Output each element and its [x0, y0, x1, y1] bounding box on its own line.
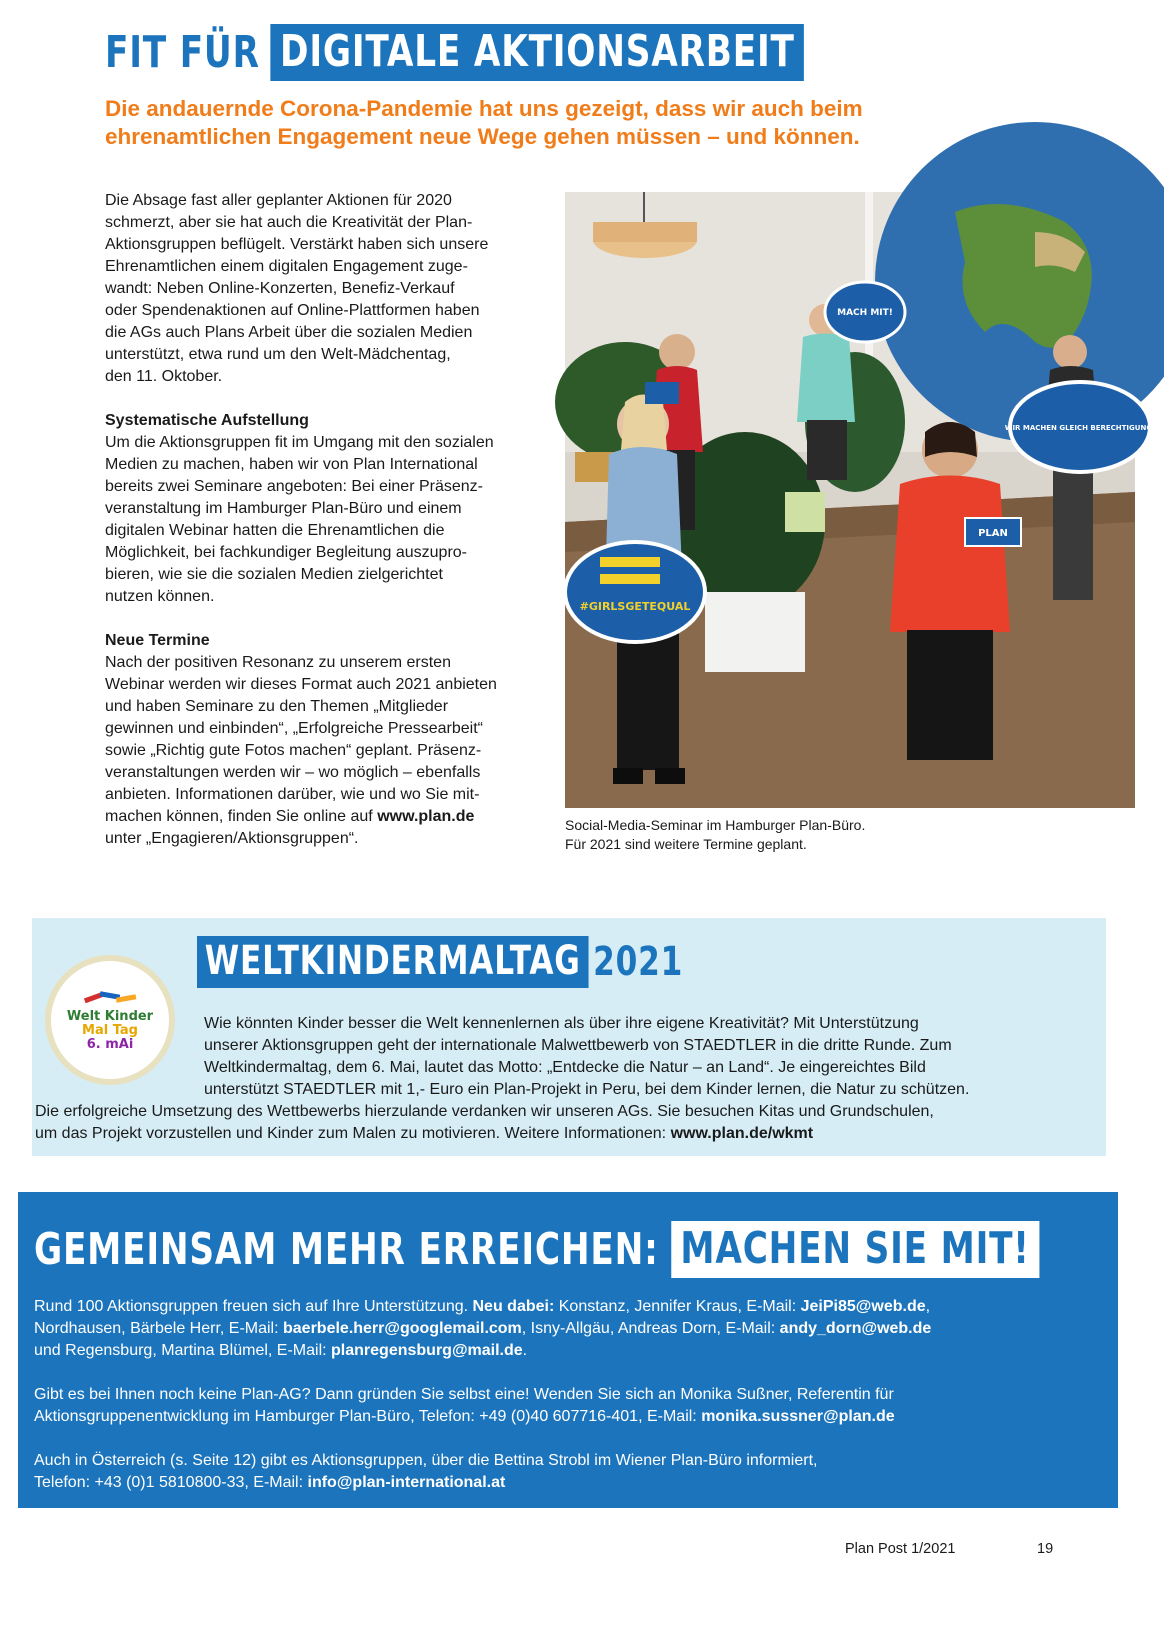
logo-line: 6. mAi	[86, 1036, 134, 1052]
article-line: unter „Engagieren/Aktionsgruppen“.	[105, 830, 359, 847]
article-line: veranstaltungen werden wir – wo möglich – ebenfalls	[105, 764, 481, 781]
sign-top-text: MACH MIT!	[837, 308, 893, 318]
gm-line: Auch in Österreich (s. Seite 12) gibt es Aktionsgruppen, über die Bettina Strobl im Wiener Plan-Büro informiert,	[34, 1452, 818, 1469]
wkm-line: unterstützt STAEDTLER mit 1,- Euro ein Plan-Projekt in Peru, bei dem Kinder lernen, die Natur zu schützen.	[204, 1081, 970, 1098]
article-line: digitalen Webinar hatten die Ehrenamtlichen die	[105, 522, 445, 539]
weltkindermaltag-text	[32, 1013, 1106, 1145]
page-headline	[105, 18, 804, 86]
weltkindermaltag-boxed: WELTKINDERMALTAG	[197, 936, 588, 988]
gm-line: Aktionsgruppenentwicklung im Hamburger Plan-Büro, Telefon: +49 (0)40 607716-401, E-Mail: monika.sussner@plan.de	[34, 1408, 895, 1425]
logo-line: Welt Kinder	[66, 1008, 154, 1024]
article-line: Webinar werden wir dieses Format auch 2021 anbieten	[105, 676, 497, 693]
article-line: wandt: Neben Online-Konzerten, Benefiz-Verkauf	[105, 280, 455, 297]
article-line: schmerzt, aber sie hat auch die Kreativität der Plan-	[105, 214, 473, 231]
email-link[interactable]: andy_dorn@web.de	[779, 1320, 932, 1337]
wkm-line: Wie könnten Kinder besser die Welt kennenlernen als über ihre eigene Kreativität? Mit Unterstützung	[204, 1015, 919, 1032]
weltkindermaltag-year: 2021	[593, 939, 684, 985]
seminar-photo	[565, 192, 1156, 808]
article-column	[105, 190, 545, 850]
section-title-neue-termine: Neue Termine	[105, 632, 210, 649]
headline-boxed: DIGITALE AKTIONSARBEIT	[271, 24, 804, 81]
email-link[interactable]: monika.sussner@plan.de	[701, 1408, 895, 1425]
caption-line: Social-Media-Seminar im Hamburger Plan-Büro.	[565, 817, 866, 833]
article-line: bereits zwei Seminare angeboten: Bei einer Präsenz-	[105, 478, 483, 495]
headline-plain: FIT FÜR	[105, 26, 260, 78]
gm-line: Telefon: +43 (0)1 5810800-33, E-Mail: info@plan-international.at	[34, 1474, 506, 1491]
email-link[interactable]: baerbele.herr@googlemail.com	[283, 1320, 522, 1337]
email-link[interactable]: planregensburg@mail.de	[331, 1342, 523, 1359]
lead-paragraph	[105, 95, 985, 151]
article-line: Um die Aktionsgruppen fit im Umgang mit den sozialen	[105, 434, 494, 451]
article-line: gewinnen und einbinden“, „Erfolgreiche Pressearbeit“	[105, 720, 483, 737]
section-title-systematische: Systematische Aufstellung	[105, 412, 309, 429]
wkm-line: unserer Aktionsgruppen geht der internationale Malwettbewerb von STAEDTLER in die dritte Runde. Zum	[204, 1037, 952, 1054]
gm-line: Nordhausen, Bärbele Herr, E-Mail: baerbele.herr@googlemail.com, Isny-Allgäu, Andreas Dorn, E-Mail: andy_dorn@web.de	[34, 1320, 932, 1337]
flag-text: PLAN	[978, 528, 1008, 539]
article-line: Nach der positiven Resonanz zu unserem ersten	[105, 654, 451, 671]
article-line: bieren, wie sie die sozialen Medien zielgerichtet	[105, 566, 443, 583]
gemeinsam-boxed: MACHEN SIE MIT!	[671, 1221, 1039, 1278]
gemeinsam-heading	[34, 1214, 1039, 1284]
logo-line: Mal Tag	[82, 1022, 138, 1038]
gemeinsam-text	[34, 1296, 1104, 1494]
article-line: Aktionsgruppen beflügelt. Verstärkt haben sich unsere	[105, 236, 489, 253]
page-number: 19	[1037, 1541, 1054, 1557]
gm-line: und Regensburg, Martina Blümel, E-Mail: planregensburg@mail.de.	[34, 1342, 528, 1359]
crayons-icon	[82, 989, 138, 1007]
sign-girls-text: #GIRLSGETEQUAL	[579, 600, 691, 613]
gm-line: Rund 100 Aktionsgruppen freuen sich auf Ihre Unterstützung. Neu dabei: Konstanz, Jennifer Kraus, E-Mail: JeiPi85@web.de,	[34, 1298, 931, 1315]
email-link[interactable]: JeiPi85@web.de	[800, 1298, 926, 1315]
wkm-line: Weltkindermaltag, dem 6. Mai, lautet das Motto: „Entdecke die Natur – an Land“. Je eingereichtes Bild	[204, 1059, 926, 1076]
plan-link[interactable]: www.plan.de	[377, 808, 475, 825]
article-line: oder Spendenaktionen auf Online-Plattformen haben	[105, 302, 480, 319]
sign-right-text: WIR MACHEN GLEICH BERECHTIGUNG!	[1004, 424, 1156, 432]
article-line: Die Absage fast aller geplanter Aktionen für 2020	[105, 192, 452, 209]
lead-line: Die andauernde Corona-Pandemie hat uns gezeigt, dass wir auch beim	[105, 96, 863, 121]
photo-caption	[565, 816, 865, 854]
article-line: sowie „Richtig gute Fotos machen“ geplant. Präsenz-	[105, 742, 482, 759]
article-line: die AGs auch Plans Arbeit über die sozialen Medien	[105, 324, 473, 341]
weltkindermaltag-heading	[197, 932, 683, 992]
caption-line: Für 2021 sind weitere Termine geplant.	[565, 836, 807, 852]
wkmt-link[interactable]: www.plan.de/wkmt	[670, 1125, 814, 1142]
wkm-line: Die erfolgreiche Umsetzung des Wettbewerbs hierzulande verdanken wir unseren AGs. Sie besuchen Kitas und Grundschulen,	[35, 1103, 934, 1120]
article-line: veranstaltung im Hamburger Plan-Büro und einem	[105, 500, 462, 517]
article-line: Möglichkeit, bei fachkundiger Begleitung auszupro-	[105, 544, 467, 561]
article-line: anbieten. Informationen darüber, wie und wo Sie mit-	[105, 786, 480, 803]
gm-line: Gibt es bei Ihnen noch keine Plan-AG? Dann gründen Sie selbst eine! Wenden Sie sich an Monika Sußner, Referentin für	[34, 1386, 894, 1403]
article-line: den 11. Oktober.	[105, 368, 223, 385]
article-line: Ehrenamtlichen einem digitalen Engagement zuge-	[105, 258, 468, 275]
wkm-line: um das Projekt vorzustellen und Kinder zum Malen zu motivieren. Weitere Informationen: www.plan.de/wkmt	[35, 1125, 814, 1142]
gemeinsam-plain: GEMEINSAM MEHR ERREICHEN:	[34, 1223, 659, 1275]
lead-line: ehrenamtlichen Engagement neue Wege gehen müssen – und können.	[105, 124, 860, 149]
article-line: und haben Seminare zu den Themen „Mitglieder	[105, 698, 449, 715]
article-line: unterstützt, etwa rund um den Welt-Mädchentag,	[105, 346, 451, 363]
email-link[interactable]: info@plan-international.at	[307, 1474, 506, 1491]
footer-issue: Plan Post 1/2021	[845, 1541, 956, 1557]
article-line: nutzen können.	[105, 588, 215, 605]
article-line: machen können, finden Sie online auf www.plan.de	[105, 808, 475, 825]
article-line: Medien zu machen, haben wir von Plan International	[105, 456, 478, 473]
